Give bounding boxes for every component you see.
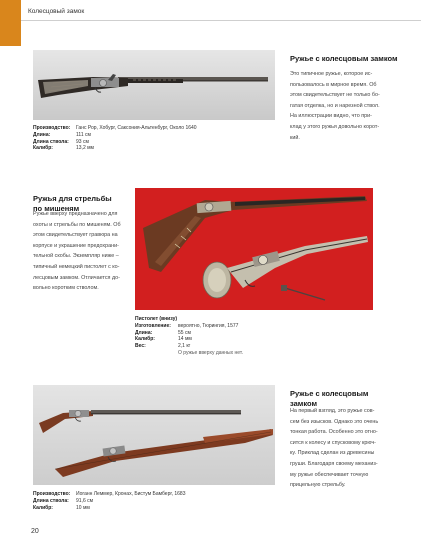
section2-specs bbox=[135, 316, 243, 357]
spec-row bbox=[135, 343, 243, 350]
section3-line: сем без изысков. Однако это очень bbox=[290, 418, 379, 425]
section3-line: На первый взгляд, это ружье сов- bbox=[290, 408, 375, 414]
section3-line: груши. Благодаря своему механиз- bbox=[290, 460, 378, 467]
spec-row bbox=[33, 145, 197, 152]
spec-value: 10 мм bbox=[76, 504, 90, 511]
spec-key: Длина ствола: bbox=[33, 138, 69, 145]
spec-key: Изготовление: bbox=[135, 322, 171, 329]
spec-row bbox=[33, 125, 197, 132]
section1-specs bbox=[33, 125, 197, 152]
section3-heading-line: Ружье с колесцовым bbox=[290, 389, 369, 398]
spec-key: Калибр: bbox=[33, 145, 53, 152]
section2-line: корпусе и украшение предохрани- bbox=[33, 242, 119, 249]
section3-line: сится к колесу и спусковому крюч- bbox=[290, 439, 376, 446]
wheellock-guns-photo bbox=[33, 385, 275, 485]
spec-value: 93 см bbox=[76, 138, 89, 145]
spec-value: 14 мм bbox=[178, 336, 192, 343]
spec-row bbox=[33, 132, 197, 139]
section1-line: гатая отделка, но и нарезной ствол. bbox=[290, 102, 380, 109]
section2-body bbox=[33, 209, 128, 294]
section1-line: На иллюстрации видно, что при- bbox=[290, 113, 372, 120]
spec-row bbox=[33, 498, 185, 505]
section1-line: этом свидетельствует не только бо- bbox=[290, 92, 380, 99]
section3-body bbox=[290, 406, 402, 491]
spec-value: Ганс Рор, Хобург, Саксония-Альтенбург, Около 1640 bbox=[76, 125, 197, 131]
spec-row bbox=[135, 336, 243, 343]
spec-row bbox=[135, 323, 243, 330]
spec-value: вероятно, Тюрингия, 1577 bbox=[178, 322, 239, 329]
running-head: Колесцовый замок bbox=[28, 8, 85, 15]
spec-title-row bbox=[135, 316, 243, 323]
section2-line: вольно коротким стволом. bbox=[33, 285, 99, 292]
spec-value: Иоганн Леммер, Кронах, Бистум Бамберг, 1683 bbox=[76, 491, 186, 497]
section3-heading-line: замком bbox=[290, 398, 318, 408]
spec-key: Калибр: bbox=[135, 336, 155, 343]
spec-key: Длина ствола: bbox=[33, 497, 69, 504]
section1-heading: Ружье с колесцовым замком bbox=[290, 54, 398, 63]
section2-heading-line: Ружья для стрельбы bbox=[33, 194, 112, 203]
spec-key: Производство: bbox=[33, 491, 71, 497]
section1-line: пользовалось в мирное время. Об bbox=[290, 81, 377, 88]
spec-row bbox=[33, 505, 185, 512]
section3-line: прицельную стрельбу. bbox=[290, 482, 346, 489]
section2-line: типичный немецкий пистолет с ко- bbox=[33, 263, 120, 270]
spec-key: Длина: bbox=[33, 131, 51, 138]
spec-key: Вес: bbox=[135, 343, 146, 350]
spec-value: 2,1 кг bbox=[178, 343, 191, 350]
section-color-tab bbox=[0, 0, 21, 46]
wheellock-rifle-photo bbox=[33, 50, 275, 120]
spec-key: Длина: bbox=[135, 329, 153, 336]
spec-key: Производство: bbox=[33, 125, 71, 131]
section3-line: ку. Приклад сделан из древесины bbox=[290, 450, 375, 457]
page-number: 20 bbox=[31, 528, 39, 535]
section2-heading-line: по мишеням bbox=[33, 203, 80, 213]
section2-line: тельной скобы. Экземпляр ниже – bbox=[33, 253, 119, 260]
spec-value: 55 см bbox=[178, 329, 191, 336]
section1-line: Это типичное ружье, которое ис- bbox=[290, 71, 373, 77]
section1-line: кий. bbox=[290, 134, 300, 141]
spec-row bbox=[33, 139, 197, 146]
spec-value: 111 см bbox=[76, 131, 91, 138]
section3-line: тонкая работа. Особенно это отно- bbox=[290, 429, 378, 436]
spec-note: О ружье вверху данных нет. bbox=[178, 349, 244, 356]
spec-key: Калибр: bbox=[33, 504, 53, 511]
section3-specs bbox=[33, 491, 185, 511]
section1-body bbox=[290, 69, 402, 143]
spec-row bbox=[33, 491, 185, 498]
caption-title: Пистолет (внизу) bbox=[135, 316, 178, 322]
target-rifle-and-pistol-photo bbox=[135, 188, 373, 310]
section1-line: клад у этого ружья довольно корот- bbox=[290, 123, 380, 130]
section2-line: этом свидетельствует гравюра на bbox=[33, 232, 118, 239]
section2-line: охоты и стрельбы по мишеням. Об bbox=[33, 221, 121, 228]
spec-value: 13,2 мм bbox=[76, 145, 94, 152]
section3-line: му ружье обеспечивает точную bbox=[290, 471, 369, 478]
section2-line: лесцовым замком. Отличается до- bbox=[33, 274, 120, 281]
section2-line: Ружье вверху предназначено для bbox=[33, 211, 118, 217]
header-rule bbox=[21, 20, 421, 21]
spec-value: 91,6 см bbox=[76, 497, 94, 504]
